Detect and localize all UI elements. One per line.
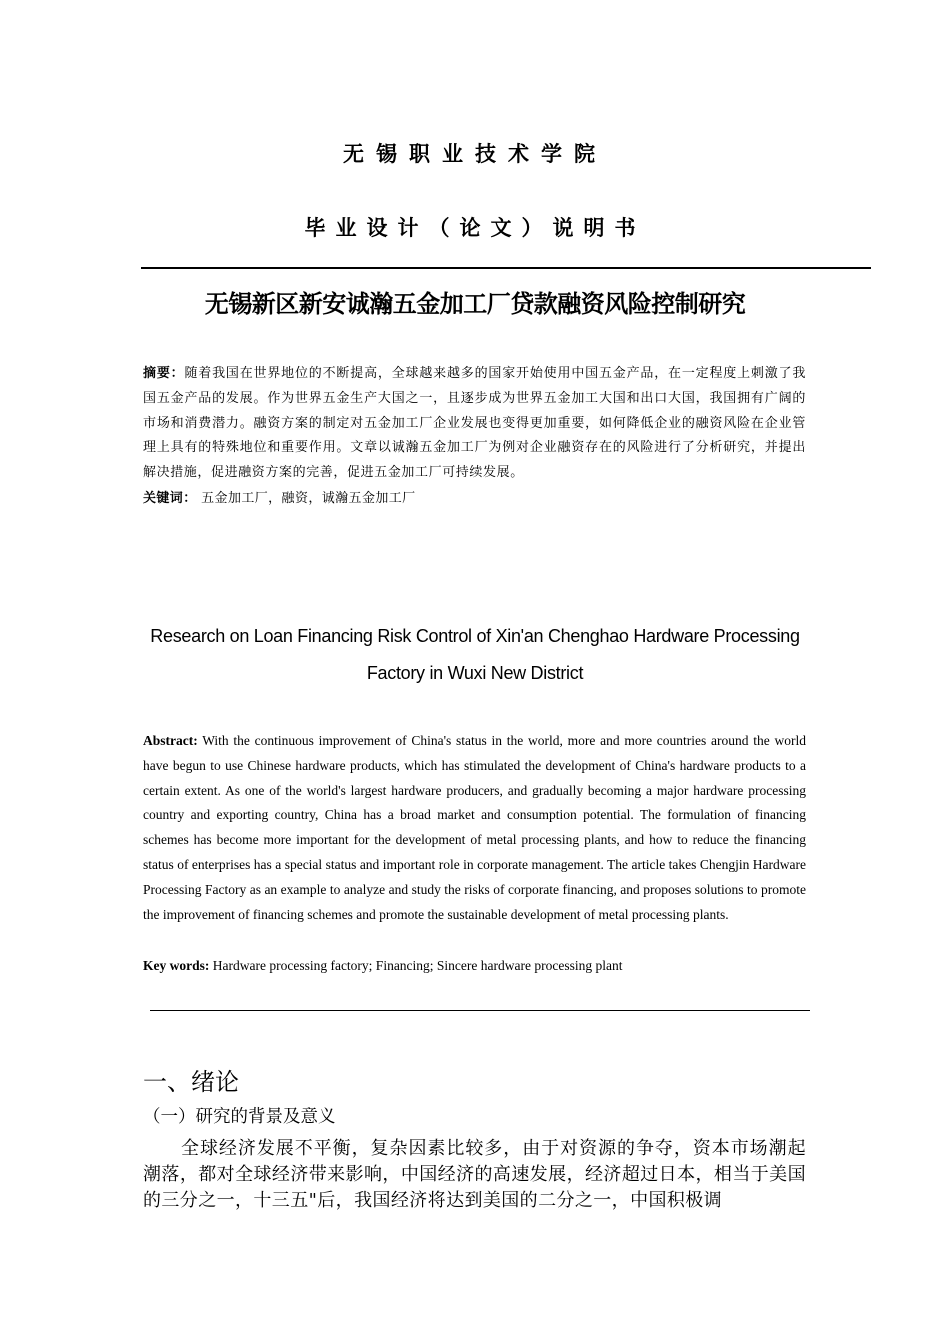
title-divider [141, 267, 871, 269]
keywords-cn-text: 五金加工厂，融资，诚瀚五金加工厂 [201, 491, 416, 506]
subsection-heading: （一）研究的背景及意义 [143, 1107, 336, 1127]
section-heading: 一、绪论 [143, 1068, 239, 1096]
abstract-cn [143, 362, 806, 486]
abstract-cn-label: 摘要： [143, 366, 185, 381]
abstract-en [143, 729, 806, 927]
thesis-title-en: Research on Loan Financing Risk Control of Xin'an Chenghao Hardware Processing Factory in Wuxi New District [150, 626, 800, 683]
abstract-cn-text: 随着我国在世界地位的不断提高，全球越来越多的国家开始使用中国五金产品，在一定程度上刺激了我国五金产品的发展。作为世界五金生产大国之一，且逐步成为世界五金加工大国和出口大国，我国拥有广阔的市场和消费潜力。融资方案的制定对五金加工厂企业发展也变得更加重要，如何降低企业的融资风险在企业管理上具有的特殊地位和重要作用。文章以诚瀚五金加工厂为例对企业融资存在的风险进行了分析研究，并提出解决措施，促进融资方案的完善，促进五金加工厂可持续发展。 [143, 366, 806, 481]
keywords-cn-label: 关键词： [143, 491, 197, 506]
document-type: 毕业设计（论文）说明书 [304, 216, 646, 240]
keywords-en-text: Hardware processing factory; Financing; Sincere hardware processing plant [212, 958, 623, 973]
body-paragraph: 全球经济发展不平衡，复杂因素比较多，由于对资源的争夺，资本市场潮起潮落，都对全球经济带来影响，中国经济的高速发展，经济超过日本，相当于美国的三分之一，十三五"后，我国经济将达到美国的二分之一，中国积极调 [143, 1138, 806, 1211]
keywords-en-label: Key words: [143, 958, 210, 973]
thesis-title-cn: 无锡新区新安诚瀚五金加工厂贷款融资风险控制研究 [204, 290, 746, 318]
abstract-divider [150, 1010, 810, 1011]
keywords-cn [143, 487, 806, 512]
keywords-en [143, 954, 806, 979]
school-name: 无锡职业技术学院 [343, 142, 607, 166]
abstract-en-label: Abstract: [143, 733, 198, 748]
abstract-en-text: With the continuous improvement of China's status in the world, more and more countries around the world have begun to use Chinese hardware products, which has stimulated the development of China's hardware products to a certain extent. As one of the world's largest hardware producers, and gradually becoming a major hardware processing country and exporting country, China has a broad market and consumption potential. The formulation of financing schemes has become more important for the development of metal processing plants, and how to reduce the financing status of enterprises has a special status and important role in corporate management. The article takes Chengjin Hardware Processing Factory as an example to analyze and study the risks of corporate financing, and proposes solutions to promote the improvement of financing schemes and promote the sustainable development of metal processing plants. [143, 733, 806, 922]
